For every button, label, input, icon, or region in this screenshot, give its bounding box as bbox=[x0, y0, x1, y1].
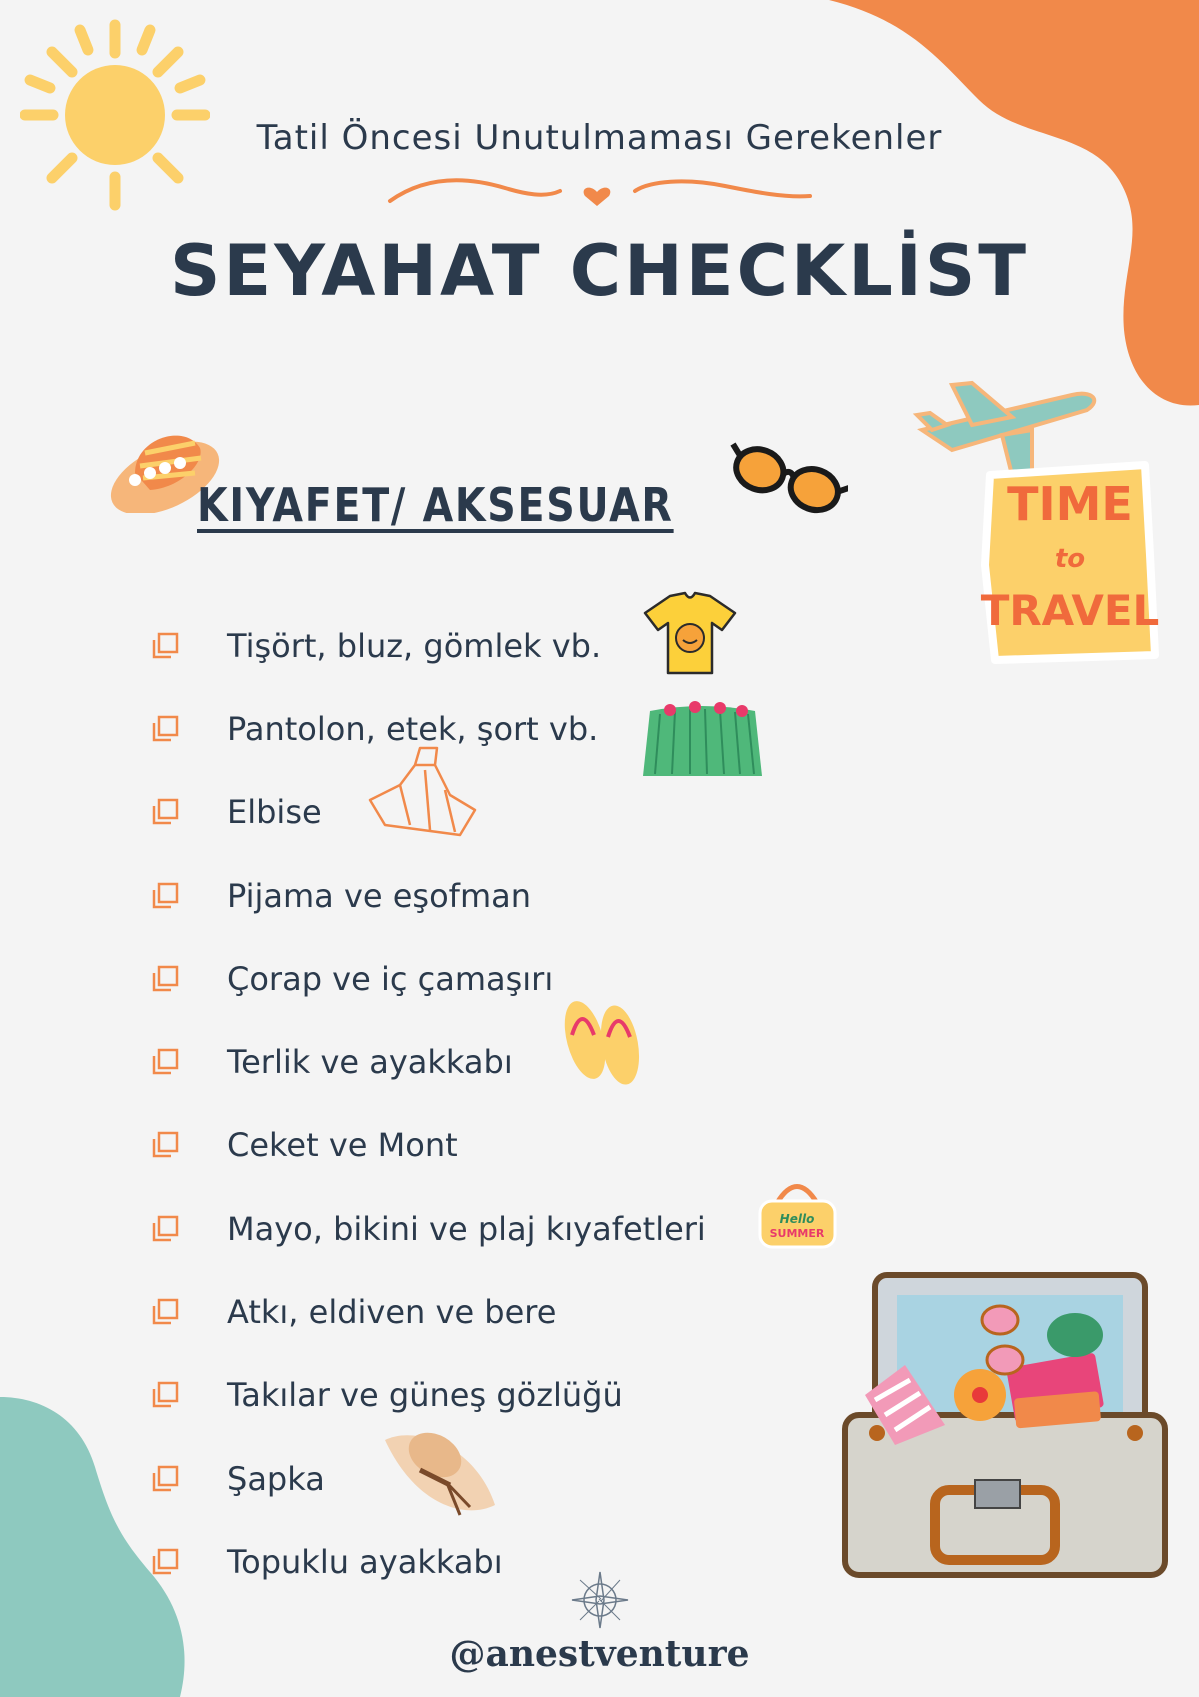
list-item bbox=[150, 1187, 706, 1270]
checkbox-icon[interactable] bbox=[150, 881, 180, 911]
sticker-text-to: to bbox=[1054, 544, 1086, 574]
checklist-item-label: Şapka bbox=[227, 1459, 325, 1498]
dress-icon bbox=[365, 740, 480, 840]
checkbox-icon[interactable] bbox=[150, 1130, 180, 1160]
beach-bag-icon bbox=[755, 1175, 840, 1250]
checkbox-icon[interactable] bbox=[150, 1047, 180, 1077]
checklist-item-label: Mayo, bikini ve plaj kıyafetleri bbox=[227, 1209, 706, 1248]
wave-heart-divider bbox=[385, 176, 815, 216]
bag-text-hello: Hello bbox=[779, 1212, 815, 1226]
checkbox-icon[interactable] bbox=[150, 1297, 180, 1327]
checkbox-icon[interactable] bbox=[150, 714, 180, 744]
tshirt-icon bbox=[640, 588, 740, 678]
sunglasses-icon bbox=[728, 435, 848, 525]
orange-blob-decoration bbox=[779, 0, 1199, 410]
list-item bbox=[150, 604, 706, 687]
checklist-item-label: Terlik ve ayakkabı bbox=[227, 1043, 513, 1082]
checkbox-icon[interactable] bbox=[150, 1380, 180, 1410]
section-title: KIYAFET/ AKSESUAR bbox=[197, 478, 674, 532]
checklist-item-label: Ceket ve Mont bbox=[227, 1126, 458, 1165]
checkbox-icon[interactable] bbox=[150, 964, 180, 994]
checkbox-icon[interactable] bbox=[150, 1464, 180, 1494]
checklist-item-label: Pantolon, etek, şort vb. bbox=[227, 709, 599, 748]
page-title: SEYAHAT CHECKLİST bbox=[169, 230, 1030, 312]
sun-icon bbox=[20, 15, 210, 215]
checklist-item-label: Atkı, eldiven ve bere bbox=[227, 1293, 557, 1332]
list-item bbox=[150, 1270, 706, 1353]
checklist-item-label: Tişört, bluz, gömlek vb. bbox=[227, 626, 602, 665]
sun-hat-icon bbox=[375, 1425, 500, 1520]
checkbox-icon[interactable] bbox=[150, 797, 180, 827]
checkbox-icon[interactable] bbox=[150, 1214, 180, 1244]
checklist-item-label: Pijama ve eşofman bbox=[227, 876, 531, 915]
checklist-item-label: Takılar ve güneş gözlüğü bbox=[227, 1376, 623, 1415]
suitcase-illustration bbox=[835, 1265, 1175, 1585]
social-handle: @anestventure bbox=[449, 1633, 750, 1675]
list-item bbox=[150, 854, 706, 937]
flip-flops-icon bbox=[560, 995, 645, 1095]
checklist-item-label: Topuklu ayakkabı bbox=[227, 1542, 503, 1581]
grass-skirt-icon bbox=[640, 696, 765, 781]
checklist-item-label: Elbise bbox=[227, 793, 322, 832]
sticker-text-travel: TRAVEL bbox=[980, 586, 1160, 635]
page-subtitle: Tatil Öncesi Unutulmaması Gerekenler bbox=[256, 118, 943, 158]
bag-text-summer: SUMMER bbox=[769, 1227, 825, 1240]
checkbox-icon[interactable] bbox=[150, 1547, 180, 1577]
list-item bbox=[150, 1104, 706, 1187]
sticker-text-time: TIME bbox=[1007, 477, 1133, 531]
checklist-item-label: Çorap ve iç çamaşırı bbox=[227, 959, 554, 998]
checkbox-icon[interactable] bbox=[150, 631, 180, 661]
compass-icon bbox=[570, 1570, 630, 1630]
time-to-travel-sticker bbox=[975, 455, 1160, 670]
